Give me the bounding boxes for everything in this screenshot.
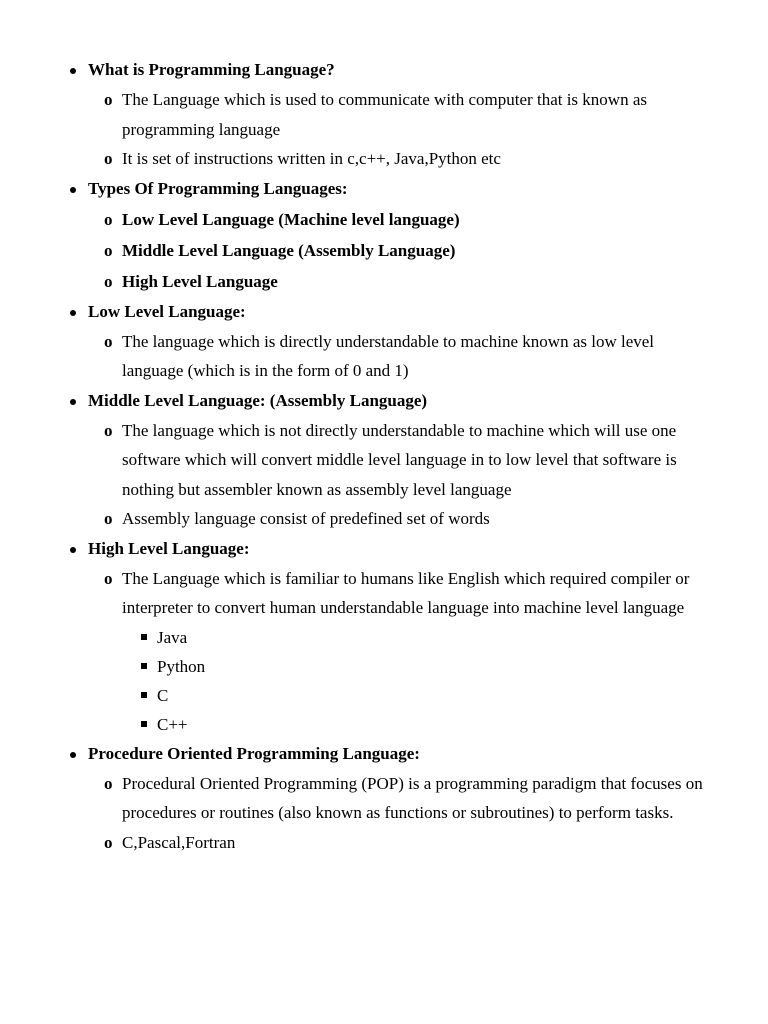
section-heading — [0, 534, 768, 564]
list-item — [0, 144, 768, 174]
document-page — [0, 55, 768, 857]
circle-bullet-icon: o — [104, 240, 113, 260]
section-heading-text: Low Level Language: — [88, 301, 246, 321]
list-item-text: The language which is not directly understandable to machine which will use one software which will convert middle level language in to low level that software is nothing but assembler known as assembly level language — [122, 420, 677, 499]
list-item — [0, 564, 768, 623]
list-item — [0, 828, 768, 858]
circle-bullet-icon: o — [104, 209, 113, 229]
circle-bullet-icon: o — [104, 773, 113, 793]
section-heading-text: Middle Level Language: (Assembly Language) — [88, 390, 428, 410]
section-heading-text: High Level Language: — [88, 538, 250, 558]
list-item — [0, 204, 768, 235]
sub-list-item-text: C — [157, 685, 169, 705]
sub-list-item-text: Java — [157, 627, 188, 647]
list-item — [0, 327, 768, 386]
list-item-text: Low Level Language (Machine level language) — [122, 209, 460, 229]
list-item-text: Procedural Oriented Programming (POP) is a programming paradigm that focuses on procedures or routines (also known as functions or subroutines) to perform tasks. — [122, 773, 703, 822]
sub-list-item — [0, 710, 768, 739]
list-item-text: Assembly language consist of predefined set of words — [122, 509, 490, 528]
list-item — [0, 235, 768, 266]
sub-list-item-text: Python — [157, 656, 206, 676]
circle-bullet-icon: o — [104, 331, 113, 351]
circle-bullet-icon: o — [104, 509, 113, 528]
square-bullet-icon — [141, 663, 147, 669]
list-item-text: The language which is directly understandable to machine known as low level language (which is in the form of 0 and 1) — [122, 331, 655, 380]
list-item — [0, 504, 768, 534]
circle-bullet-icon: o — [104, 149, 113, 168]
circle-bullet-icon: o — [104, 832, 113, 852]
square-bullet-icon — [141, 721, 147, 727]
section-heading-text: Procedure Oriented Programming Language: — [88, 743, 420, 763]
list-item — [0, 85, 768, 144]
section-heading-text: Types Of Programming Languages: — [88, 178, 348, 198]
circle-bullet-icon: o — [104, 420, 113, 440]
disc-bullet-icon — [70, 310, 76, 316]
disc-bullet-icon — [70, 399, 76, 405]
list-item-text: C,Pascal,Fortran — [122, 832, 236, 852]
sub-list-item — [0, 681, 768, 710]
list-item — [0, 416, 768, 505]
section-heading-text: What is Programming Language? — [88, 60, 335, 79]
circle-bullet-icon: o — [104, 90, 113, 109]
disc-bullet-icon — [70, 547, 76, 553]
circle-bullet-icon: o — [104, 271, 113, 291]
list-item-text: Middle Level Language (Assembly Language) — [122, 240, 456, 260]
square-bullet-icon — [141, 692, 147, 698]
circle-bullet-icon: o — [104, 568, 113, 588]
disc-bullet-icon — [70, 187, 76, 193]
section-heading — [0, 739, 768, 769]
square-bullet-icon — [141, 634, 147, 640]
list-item-text: The Language which is familiar to humans like English which required compiler or interpreter to convert human understandable language into machine level language — [122, 568, 690, 617]
sub-list-item-text: C++ — [157, 714, 188, 734]
disc-bullet-icon — [70, 752, 76, 758]
list-item — [0, 266, 768, 297]
disc-bullet-icon — [70, 68, 76, 74]
list-item — [0, 769, 768, 828]
section-heading — [0, 297, 768, 327]
sub-list-item — [0, 652, 768, 681]
section-heading — [0, 174, 768, 204]
section-heading — [0, 55, 768, 85]
sub-list-item — [0, 623, 768, 652]
list-item-text: The Language which is used to communicate with computer that is known as programming language — [122, 90, 647, 139]
section-heading — [0, 386, 768, 416]
list-item-text: It is set of instructions written in c,c++, Java,Python etc — [122, 149, 501, 168]
list-item-text: High Level Language — [122, 271, 278, 291]
